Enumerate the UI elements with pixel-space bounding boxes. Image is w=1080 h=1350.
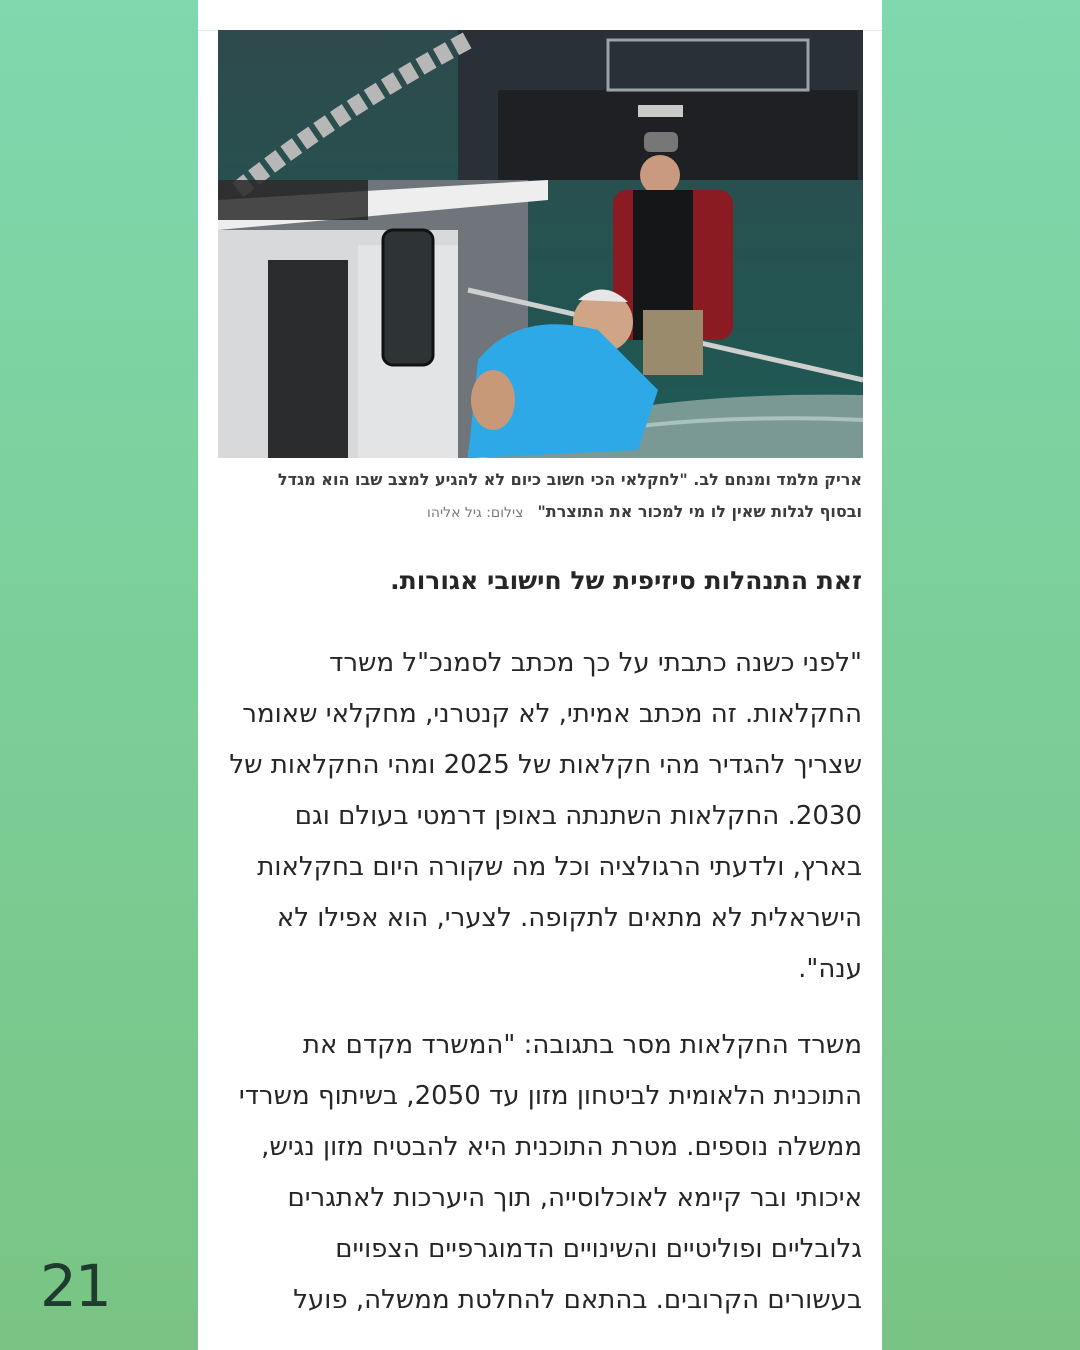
paragraph-line: בארץ, ולדעתי הרגולציה וכל מה שקורה היום בחקלאות [257,852,862,882]
paragraph-line: בעשורים הקרובים. בהתאם להחלטת ממשלה, פועל [293,1285,862,1315]
page-top-edge [198,0,882,31]
paragraph-line: שצריך להגדיר מהי חקלאות של 2025 ומהי החקלאות של [229,750,862,780]
article-photo [218,30,863,458]
paragraph-line: החקלאות. זה מכתב אמיתי, לא קנטרני, מחקלאי שאומר [242,699,862,729]
paragraph-line: 2030. החקלאות השתנתה באופן דרמטי בעולם וגם [294,801,862,831]
caption-line-2-text: ובסוף לגלות שאין לו מי למכור את התוצרת" [537,502,862,521]
caption-line-2 [222,496,862,529]
page-number: 21 [40,1252,110,1320]
article-subheading: זאת התנהלות סיזיפית של חישובי אגורות. [390,566,862,595]
paragraph-line: "לפני כשנה כתבתי על כך מכתב לסמנכ"ל משרד [329,648,862,678]
paragraph-line: איכותי ובר קיימא לאוכלוסייה, תוך היערכות לאתגרים [287,1183,862,1213]
paragraph-line: ממשלה נוספים. מטרת התוכנית היא להבטיח מזון נגיש, [261,1132,862,1162]
paragraph-line: התוכנית הלאומית לביטחון מזון עד 2050, בשיתוף משרדי [238,1081,862,1111]
paragraph-line: ענה". [798,954,862,984]
caption-line-1: אריק מלמד ומנחם לב. "לחקלאי הכי חשוב כיום לא להגיע למצב שבו הוא מגדל [277,470,862,489]
photo-credit: צילום: גיל אליהו [427,505,524,521]
article-page [198,0,882,1350]
paragraph-line: הישראלית לא מתאים לתקופה. לצערי, הוא אפילו לא [276,903,862,933]
article-paragraph-1 [222,638,862,995]
article-paragraph-2 [222,1020,862,1326]
fishermen-photo-image [218,30,863,458]
paragraph-line: גלובליים ופוליטיים והשינויים הדמוגרפיים הצפויים [335,1234,862,1264]
photo-caption [222,464,862,529]
paragraph-line: משרד החקלאות מסר בתגובה: "המשרד מקדם את [302,1030,862,1060]
